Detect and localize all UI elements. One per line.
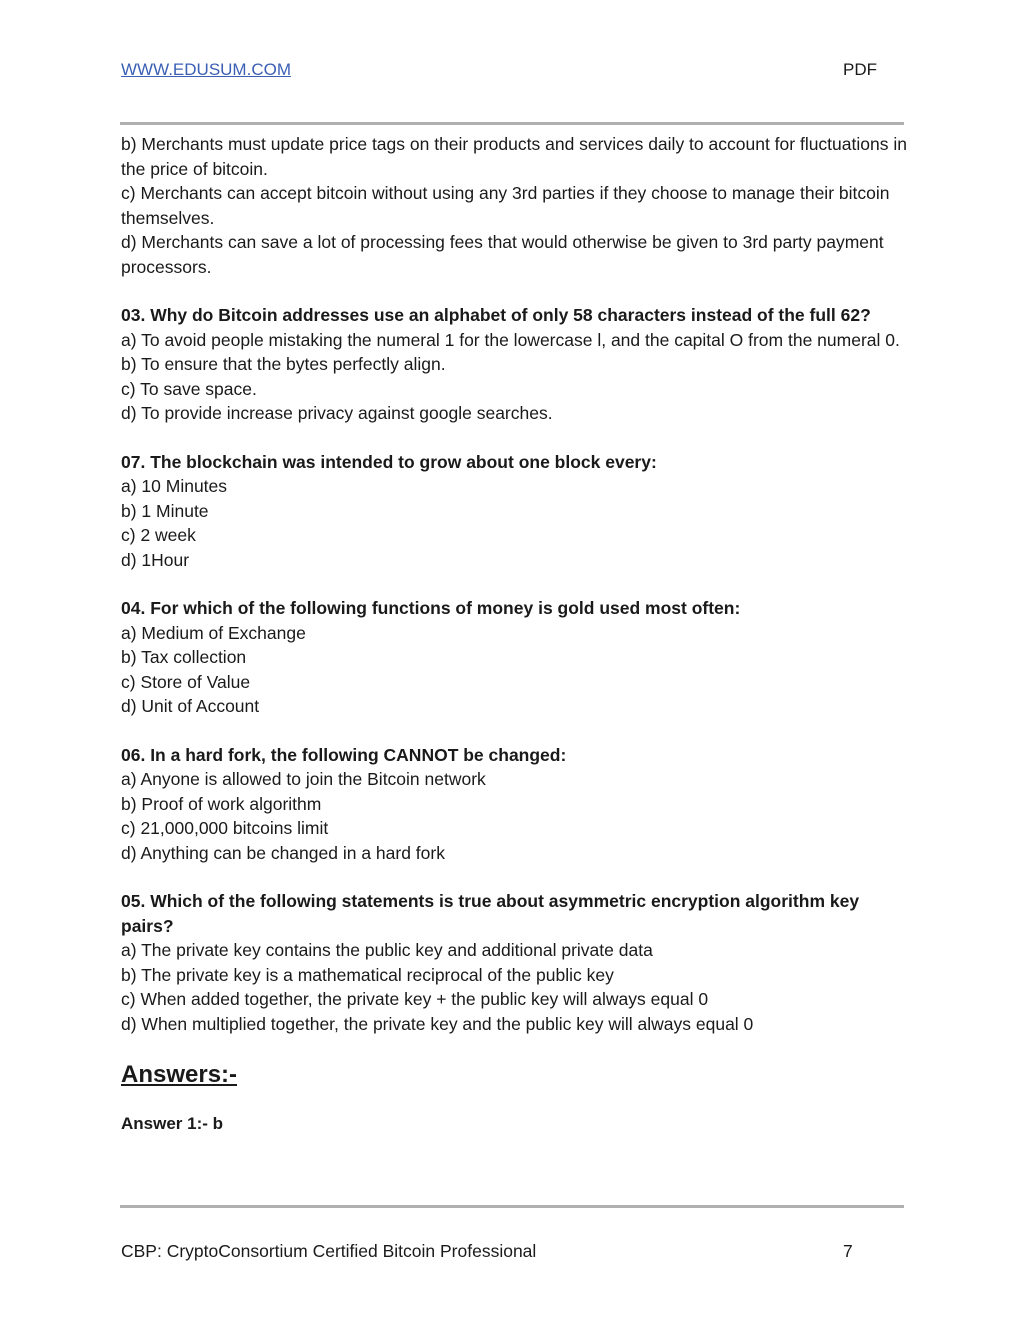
option-text: c) 21,000,000 bitcoins limit	[121, 818, 329, 838]
option-text: b) Proof of work algorithm	[121, 793, 322, 814]
option-text: b) The private key is a mathematical reciprocal of the public key	[121, 964, 614, 985]
option-text: c) Store of Value	[121, 671, 251, 692]
document-body	[121, 132, 911, 1137]
option-text: d) Merchants can save a lot of processing fees that would otherwise be given to 3rd party payment processors.	[121, 232, 884, 277]
option-text: d) When multiplied together, the private key and the public key will always equal 0	[121, 1013, 754, 1034]
question-title: 03. Why do Bitcoin addresses use an alphabet of only 58 characters instead of the full 62?	[121, 305, 871, 325]
option-text: b) Merchants must update price tags on their products and services daily to account for fluctuations in the price of bitcoin.	[121, 134, 907, 179]
site-link[interactable]: WWW.EDUSUM.COM	[121, 60, 291, 79]
footer-divider	[120, 1205, 904, 1208]
option-text: d) 1Hour	[121, 549, 190, 570]
answer-item: Answer 1:- b	[121, 1114, 224, 1133]
header-divider	[120, 122, 904, 125]
page-number: 7	[843, 1241, 853, 1261]
option-text: d) Unit of Account	[121, 696, 260, 716]
option-text: a) To avoid people mistaking the numeral 1 for the lowercase l, and the capital O from the numeral 0.	[121, 329, 900, 350]
option-text: c) When added together, the private key + the public key will always equal 0	[121, 989, 709, 1009]
option-text: c) 2 week	[121, 525, 196, 545]
option-text: b) Tax collection	[121, 647, 247, 667]
answers-heading: Answers:-	[121, 1061, 238, 1088]
option-text: a) 10 Minutes	[121, 476, 228, 496]
question-title: 06. In a hard fork, the following CANNOT be changed:	[121, 744, 567, 765]
question-block	[121, 303, 911, 426]
footer-title: CBP: CryptoConsortium Certified Bitcoin Professional	[121, 1241, 537, 1261]
option-text: b) 1 Minute	[121, 500, 209, 521]
pdf-label: PDF	[843, 60, 877, 79]
option-text: d) To provide increase privacy against google searches.	[121, 403, 553, 423]
question-title: 07. The blockchain was intended to grow about one block every:	[121, 451, 657, 472]
question-title: 04. For which of the following functions of money is gold used most often:	[121, 598, 741, 618]
continued-options	[121, 132, 911, 279]
question-title: 05. Which of the following statements is true about asymmetric encryption algorithm key pairs?	[121, 891, 860, 936]
question-block	[121, 596, 911, 719]
option-text: c) To save space.	[121, 378, 257, 399]
option-text: a) Anyone is allowed to join the Bitcoin network	[121, 769, 486, 789]
option-text: a) The private key contains the public key and additional private data	[121, 940, 653, 960]
option-text: d) Anything can be changed in a hard fork	[121, 842, 445, 863]
option-text: b) To ensure that the bytes perfectly align.	[121, 354, 446, 374]
question-block	[121, 743, 911, 866]
question-block	[121, 450, 911, 573]
option-text: a) Medium of Exchange	[121, 622, 306, 643]
option-text: c) Merchants can accept bitcoin without using any 3rd parties if they choose to manage their bitcoin themselves.	[121, 183, 890, 228]
question-block	[121, 889, 911, 1036]
